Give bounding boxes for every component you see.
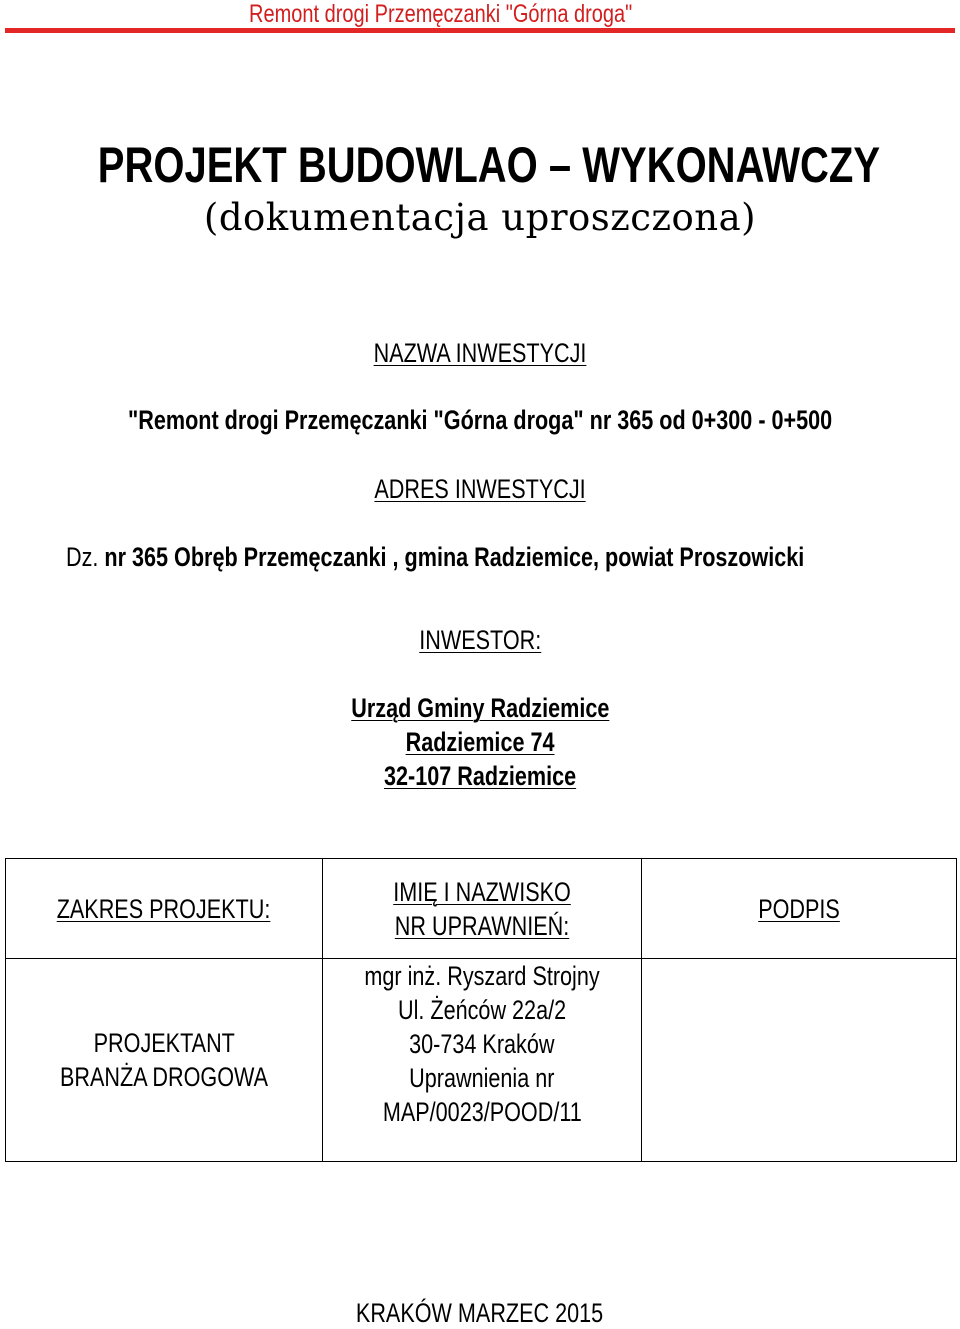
header-scope: ZAKRES PROJEKTU: bbox=[6, 859, 323, 959]
investment-name-label: NAZWA INWESTYCJI bbox=[373, 338, 587, 368]
address-prefix: Dz. bbox=[66, 542, 99, 572]
investment-address-value bbox=[66, 541, 960, 573]
document-subtitle: (dokumentacja uproszczona) bbox=[203, 196, 757, 239]
address-text: nr 365 Obręb Przemęczanki , gmina Radziemice, powiat Proszowicki bbox=[104, 542, 805, 572]
header-rule bbox=[5, 28, 955, 33]
investor-line-3: 32-107 Radziemice bbox=[383, 761, 577, 791]
cell-scope: PROJEKTANT BRANŻA DROGOWA bbox=[6, 959, 323, 1162]
footer-place-date: KRAKÓW MARZEC 2015 bbox=[356, 1298, 604, 1328]
investor-line-1: Urząd Gminy Radziemice bbox=[350, 693, 610, 723]
project-table bbox=[5, 858, 957, 1162]
cell-person: mgr inż. Ryszard Strojny Ul. Żeńców 22a/2 30-734 Kraków Uprawnienia nr MAP/0023/POOD/11 bbox=[323, 959, 642, 1162]
document-title: PROJEKT BUDOWLAO – WYKONAWCZY bbox=[97, 137, 881, 193]
header-signature: PODPIS bbox=[642, 859, 957, 959]
running-header bbox=[249, 0, 728, 28]
table-row bbox=[6, 959, 957, 1162]
investor-line-2: Radziemice 74 bbox=[405, 727, 555, 757]
header-name: IMIĘ I NAZWISKO NR UPRAWNIEŃ: bbox=[323, 859, 642, 959]
investment-name-value: "Remont drogi Przemęczanki "Górna droga" nr 365 od 0+300 - 0+500 bbox=[127, 405, 833, 435]
investor-label: INWESTOR: bbox=[418, 625, 541, 655]
investment-address-label: ADRES INWESTYCJI bbox=[374, 474, 586, 504]
running-header-text: Remont drogi Przemęczanki "Górna droga" bbox=[249, 0, 633, 28]
table-header-row bbox=[6, 859, 957, 959]
cell-signature bbox=[642, 959, 957, 1162]
